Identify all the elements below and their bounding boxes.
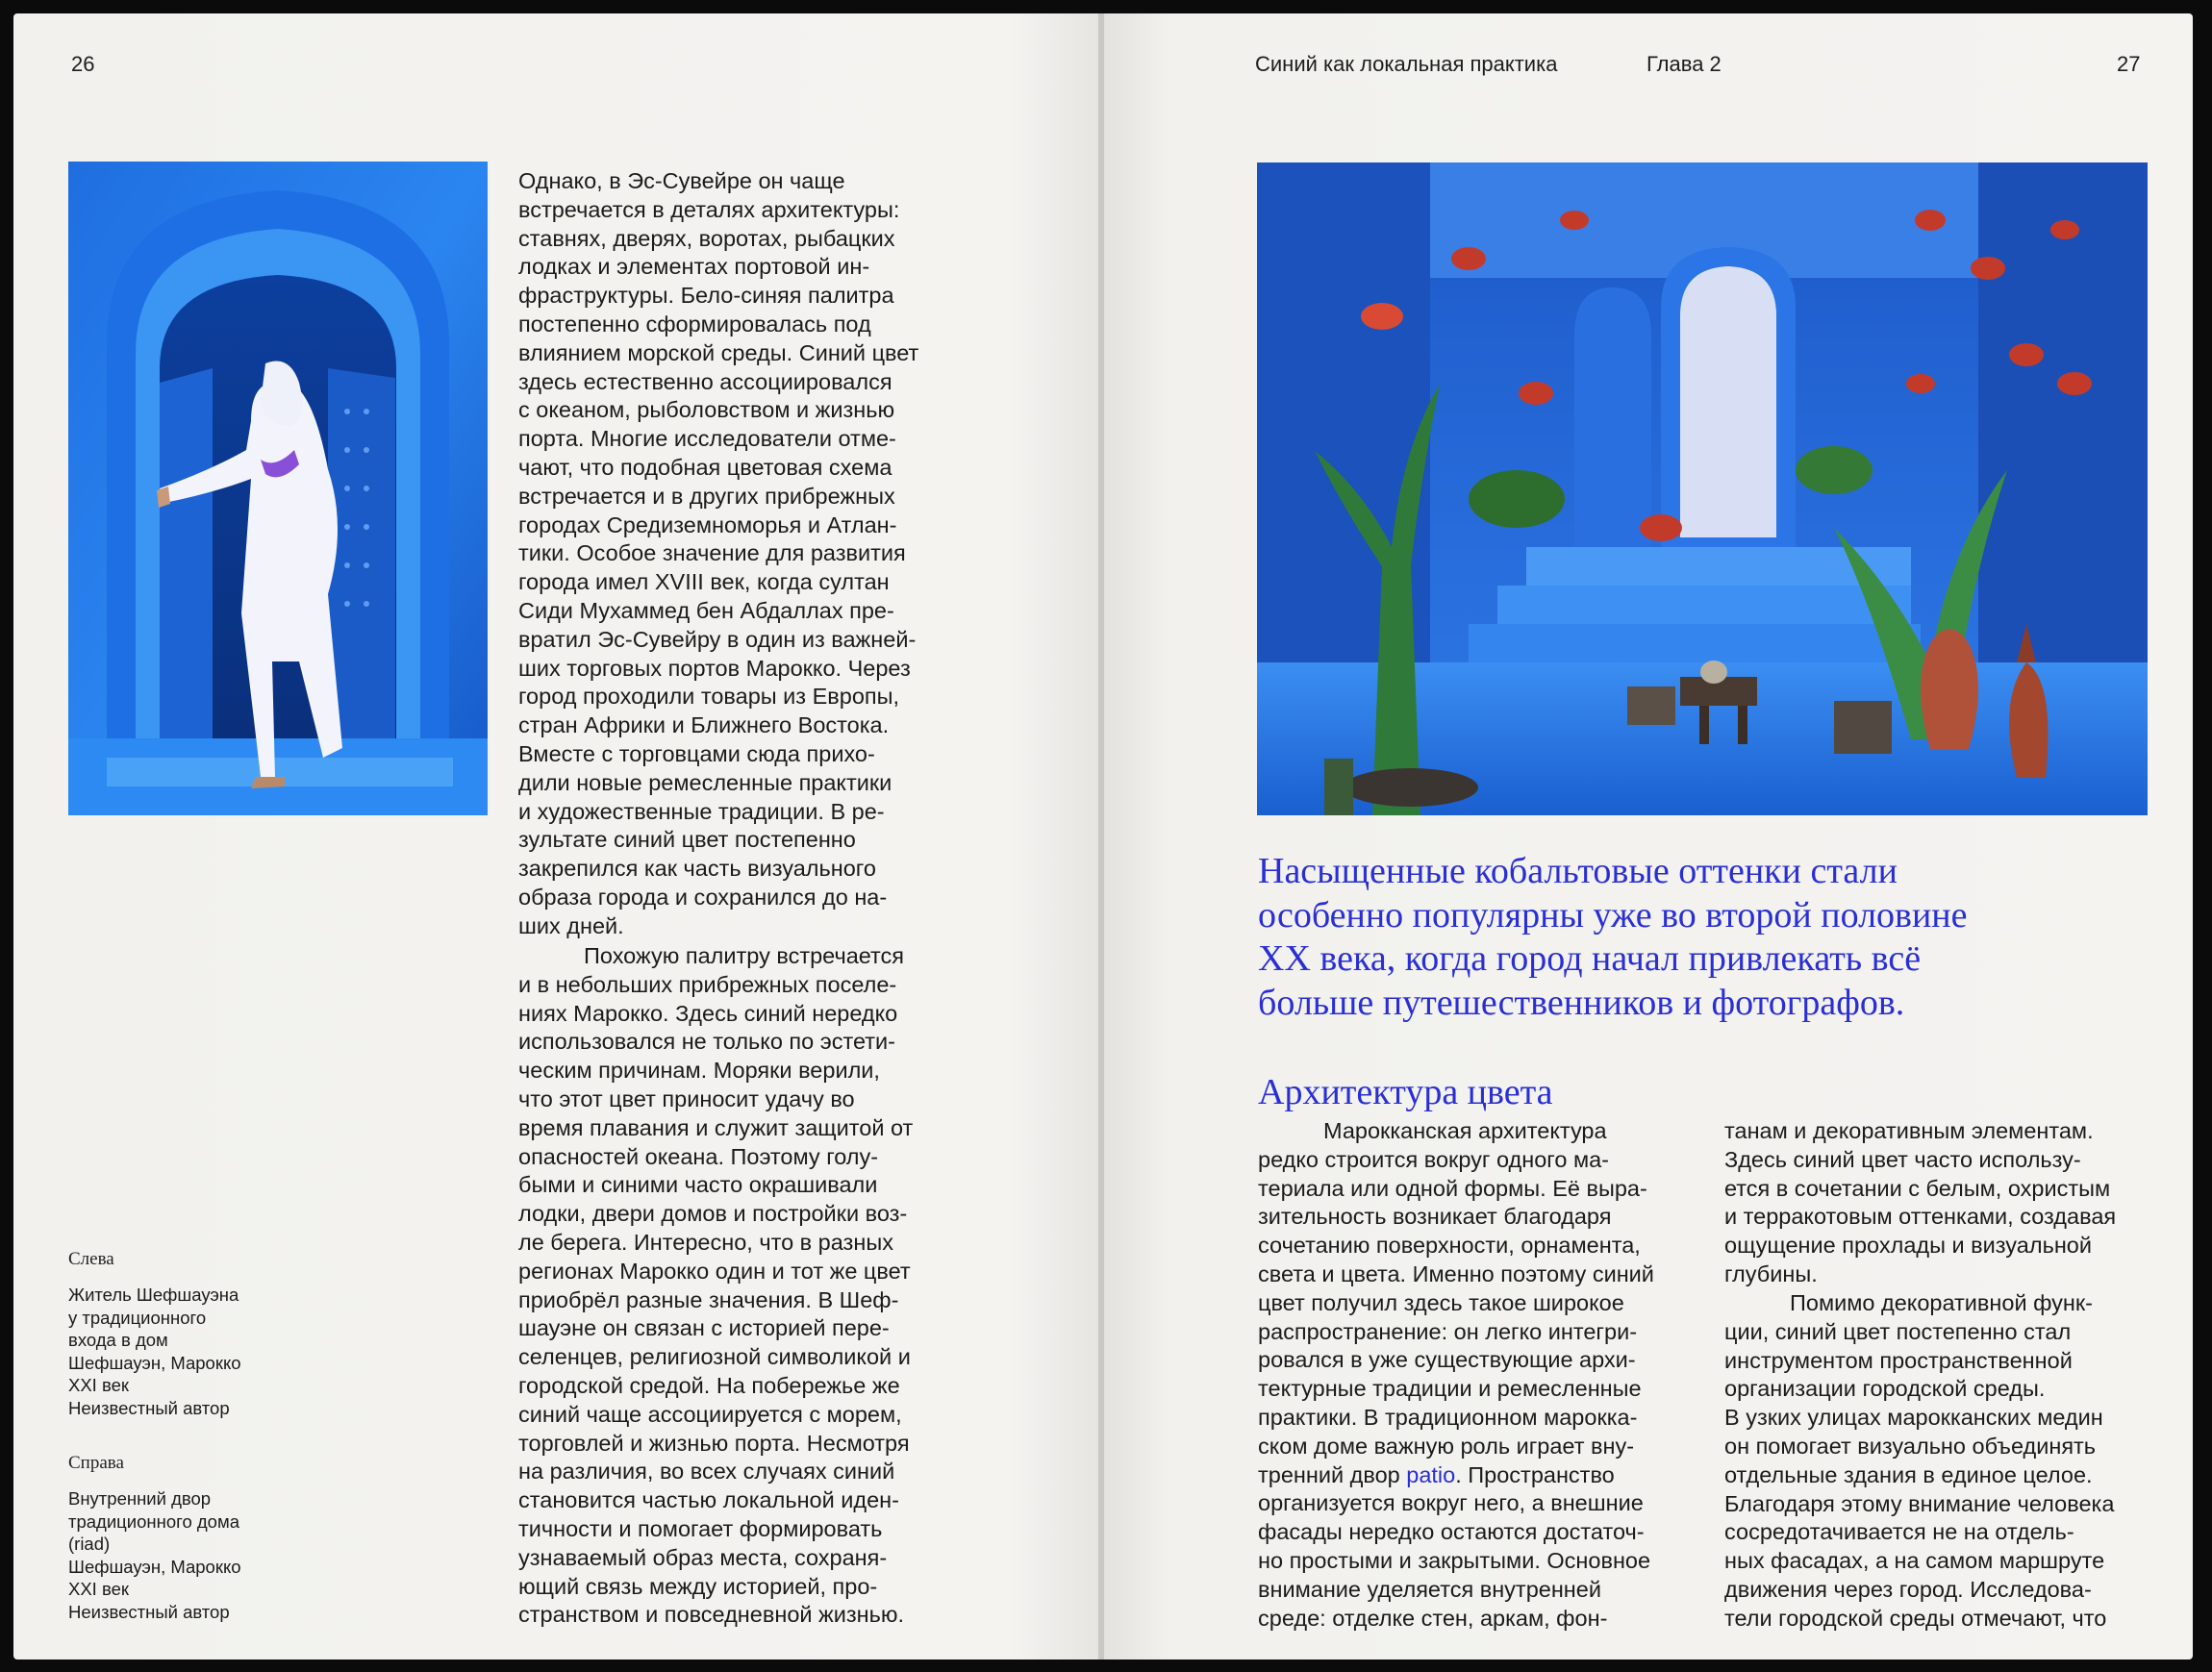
left-column-paragraph-1: Однако, в Эс-Сувейре он чаще встречается в деталях архитектуры: ставнях, дверях, воротах, рыбацких лодках и элементах портовой ин- фраструктуры. Бело-синяя палитра постепенно сформировалась под влиянием морской среды. Синий цвет здесь естественно ассоциировался с океаном, рыболовством и жизнью порта. Многие исследователи отме- чают, что подобная цветовая схема встречается и в других прибрежных городах Средиземноморья и Атлан- тики. Особое значение для развития города имел XVIII век, когда султан Сиди Мухаммед бен Абдаллах пре- вратил Эс-Сувейру в один из важней- ших торговых портов Марокко. Через город проходили товары из Европы, стран Африки и Ближнего Востока. Вместе с торговцами сюда прихо- дили новые ремесленные практики и художественные традиции. В ре- зультате синий цвет постепенно закрепился как часть визуального образа города и сохранился до на- ших дней.	[518, 168, 919, 938]
photo-doorway	[68, 162, 488, 815]
chapter-label: Глава 2	[1646, 52, 1722, 76]
caption-right-lines: Внутренний двор традиционного дома (riad) Шефшауэн, Марокко XXI век Неизвестный автор	[68, 1488, 241, 1622]
patio-term: patio	[1406, 1461, 1456, 1487]
right-column-1-paragraph	[1258, 1117, 1710, 1633]
photo-courtyard	[1257, 162, 2148, 815]
caption-left-lines: Житель Шефшауэна у традиционного входа в дом Шефшауэн, Марокко XXI век Неизвестный автор	[68, 1285, 241, 1418]
caption-right-heading: Справа	[68, 1453, 124, 1473]
section-heading: Архитектура цвета	[1258, 1072, 1553, 1112]
caption-left-heading: Слева	[68, 1249, 114, 1269]
left-page	[13, 13, 1098, 1660]
page-number-right: 27	[2117, 52, 2141, 76]
column-1-text-before-link: Марокканская архитектура редко строится вокруг одного ма- териала или одной формы. Её выра- зительность возникает благодаря сочетанию поверхности, орнамента, света и цвета. Именно поэтому синий цвет получил здесь такое широкое распространение: он легко интегри- ровался в уже существующие архи- тектурные традиции и ремесленные практики. В традиционном марокка- ском доме важную роль играет вну- тренний двор	[1258, 1118, 1654, 1487]
right-column-2-paragraph-2: Помимо декоративной функ- ции, синий цвет постепенно стал инструментом пространственной организации городской среды. В узких улицах марокканских медин он помогает визуально объединять отдельные здания в единое целое. Благодаря этому внимание человека сосредотачивается не на отдель- ных фасадах, а на самом маршруте движения через город. Исследова- тели городской среды отмечают, что	[1724, 1290, 2115, 1631]
right-column-2-paragraph-1: танам и декоративным элементам. Здесь синий цвет часто использу- ется в сочетании с белым, охристым и терракотовым оттенками, создавая ощущение прохлады и визуальной глубины.	[1724, 1118, 2117, 1286]
left-column-paragraph-2: Похожую палитру встречается и в небольших прибрежных поселе- ниях Марокко. Здесь синий нередко использовался не только по эстети- ческим причинам. Моряки верили, что этот цвет приносит удачу во время плавания и служит защитой от опасностей океана. Поэтому голу- быми и синими часто окрашивали лодки, двери домов и постройки воз- ле берега. Интересно, что в разных регионах Марокко один и тот же цвет приобрёл разные значения. В Шеф- шауэне он связан с историей пере- селенцев, религиозной символикой и городской средой. На побережье же синий чаще ассоциируется с морем, торговлей и жизнью порта. Несмотря на различия, во всех случаях синий становится частью локальной иден- тичности и помогает формировать узнаваемый образ места, сохраня- ющий связь между историей, про- странством и повседневной жизнью.	[518, 943, 914, 1628]
column-1-text-after-link: . Пространство организуется вокруг него, а внешние фасады нередко остаются достаточ- но простыми и закрытыми. Основное внимание уделяется внутренней среде: отделке стен, аркам, фон-	[1258, 1461, 1651, 1631]
pull-quote: Насыщенные кобальтовые оттенки стали особенно популярны уже во второй половине XX века, когда город начал привлекать всё больше путешественников и фотографов.	[1258, 851, 1968, 1023]
page-number-left: 26	[71, 52, 95, 76]
running-title: Синий как локальная практика	[1255, 52, 1558, 76]
right-page	[1104, 13, 2193, 1660]
